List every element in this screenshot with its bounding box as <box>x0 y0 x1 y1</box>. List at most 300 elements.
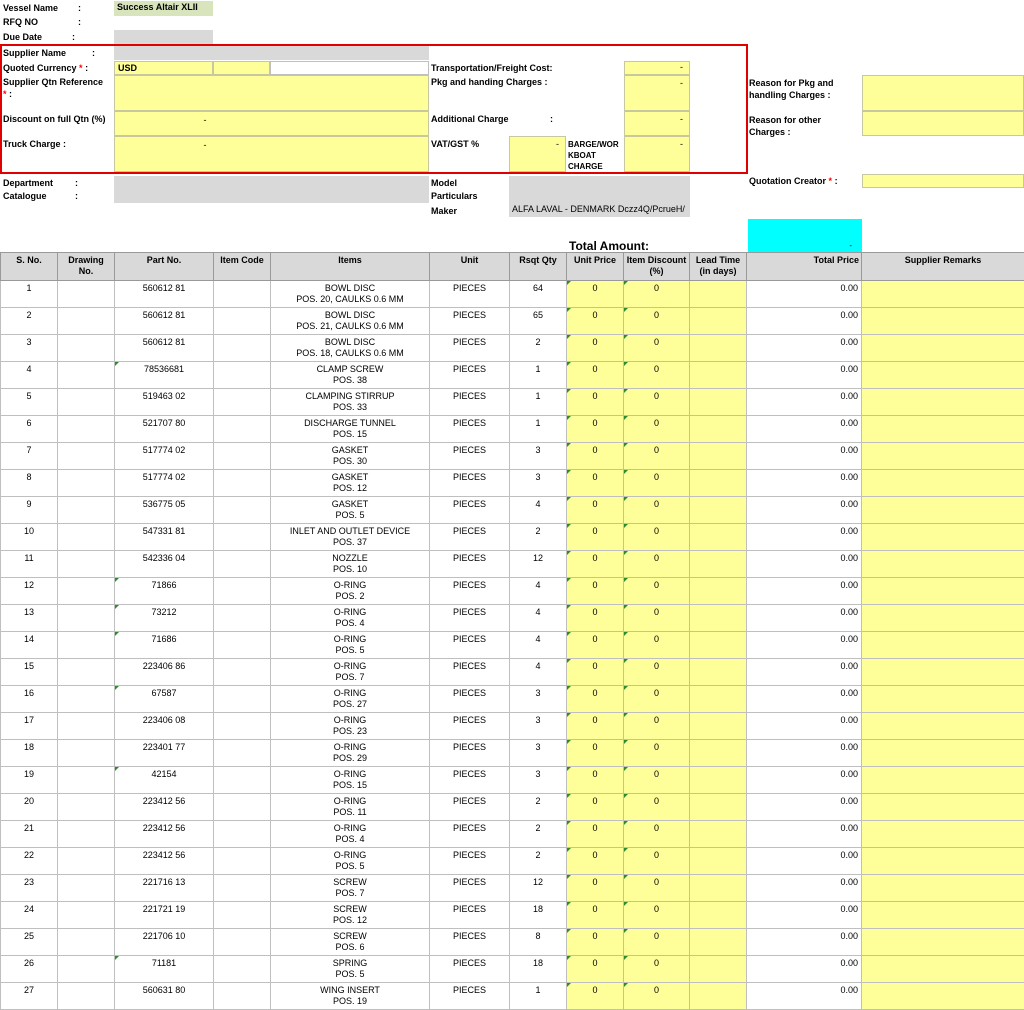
supplier-name-field[interactable] <box>114 46 429 60</box>
supplier-remarks-input[interactable] <box>862 632 1024 659</box>
col-header-unit-price[interactable]: Unit Price <box>567 253 624 281</box>
total-price-cell: 0.00 <box>747 659 862 686</box>
item-discount-input[interactable]: 0 <box>624 902 690 929</box>
item-discount-input[interactable]: 0 <box>624 794 690 821</box>
item-discount-input[interactable]: 0 <box>624 335 690 362</box>
supplier-remarks-input[interactable] <box>862 929 1024 956</box>
item-discount-input[interactable]: 0 <box>624 281 690 308</box>
table-row <box>1 605 1024 632</box>
part-no-cell: 78536681 <box>115 362 214 389</box>
item-cell <box>271 632 430 659</box>
item-position: POS. 5 <box>273 861 427 872</box>
lead-time-input[interactable] <box>690 578 747 605</box>
part-no-cell: 42154 <box>115 767 214 794</box>
item-name: SCREW <box>273 904 427 915</box>
total-price-cell: 0.00 <box>747 902 862 929</box>
lead-time-input[interactable] <box>690 902 747 929</box>
pkg-field[interactable]: - <box>624 75 690 111</box>
table-row <box>1 821 1024 848</box>
supplier-remarks-input[interactable] <box>862 875 1024 902</box>
item-code-cell[interactable] <box>214 848 271 875</box>
drawing-no-cell[interactable] <box>58 281 115 308</box>
item-position: POS. 5 <box>273 510 427 521</box>
unit-price-input[interactable]: 0 <box>567 470 624 497</box>
item-position: POS. 11 <box>273 807 427 818</box>
item-name: BOWL DISC <box>273 310 427 321</box>
maker-field[interactable]: ALFA LAVAL - DENMARK Dczz4Q/PcrueH/ <box>509 203 690 217</box>
supplier-remarks-input[interactable] <box>862 524 1024 551</box>
col-header-remarks[interactable]: Supplier Remarks <box>862 253 1024 281</box>
item-discount-input[interactable]: 0 <box>624 686 690 713</box>
item-name: GASKET <box>273 472 427 483</box>
drawing-no-cell[interactable] <box>58 308 115 335</box>
supplier-remarks-input[interactable] <box>862 551 1024 578</box>
drawing-no-cell[interactable] <box>58 389 115 416</box>
drawing-no-cell[interactable] <box>58 443 115 470</box>
additional-charge-label: Additional Charge <box>431 114 509 124</box>
unit-price-input[interactable]: 0 <box>567 875 624 902</box>
col-header-drawing[interactable]: Drawing No. <box>58 253 115 281</box>
lead-time-input[interactable] <box>690 605 747 632</box>
colon: : <box>72 32 75 42</box>
supplier-remarks-input[interactable] <box>862 497 1024 524</box>
lead-time-input[interactable] <box>690 794 747 821</box>
unit-cell: PIECES <box>430 632 510 659</box>
table-row <box>1 794 1024 821</box>
truck-charge-value: - <box>115 140 295 150</box>
item-code-cell[interactable] <box>214 740 271 767</box>
unit-price-input[interactable]: 0 <box>567 686 624 713</box>
item-code-cell[interactable] <box>214 659 271 686</box>
unit-cell: PIECES <box>430 497 510 524</box>
unit-price-input[interactable]: 0 <box>567 632 624 659</box>
qty-cell: 4 <box>510 605 567 632</box>
barge-field[interactable]: - <box>624 136 690 172</box>
item-discount-input[interactable]: 0 <box>624 416 690 443</box>
unit-price-input[interactable]: 0 <box>567 335 624 362</box>
quotation-creator-field[interactable] <box>862 174 1024 188</box>
item-code-cell[interactable] <box>214 956 271 983</box>
supplier-remarks-input[interactable] <box>862 983 1024 1010</box>
total-price-cell: 0.00 <box>747 578 862 605</box>
item-discount-input[interactable]: 0 <box>624 821 690 848</box>
unit-cell: PIECES <box>430 983 510 1010</box>
supplier-remarks-input[interactable] <box>862 470 1024 497</box>
lead-time-input[interactable] <box>690 821 747 848</box>
item-discount-input[interactable]: 0 <box>624 470 690 497</box>
unit-price-input[interactable]: 0 <box>567 713 624 740</box>
unit-price-input[interactable]: 0 <box>567 389 624 416</box>
drawing-no-cell[interactable] <box>58 551 115 578</box>
drawing-no-cell[interactable] <box>58 902 115 929</box>
total-price-cell: 0.00 <box>747 335 862 362</box>
pkg-label: Pkg and handing Charges : <box>431 77 548 87</box>
table-row <box>1 632 1024 659</box>
item-code-cell[interactable] <box>214 308 271 335</box>
supplier-remarks-input[interactable] <box>862 713 1024 740</box>
reason-pkg-field[interactable] <box>862 75 1024 111</box>
lead-time-input[interactable] <box>690 470 747 497</box>
col-header-sno[interactable]: S. No. <box>1 253 58 281</box>
unit-price-input[interactable]: 0 <box>567 902 624 929</box>
item-name: O-RING <box>273 769 427 780</box>
drawing-no-cell[interactable] <box>58 335 115 362</box>
supplier-remarks-input[interactable] <box>862 416 1024 443</box>
lead-time-input[interactable] <box>690 740 747 767</box>
lead-time-input[interactable] <box>690 281 747 308</box>
lead-time-input[interactable] <box>690 686 747 713</box>
table-row <box>1 740 1024 767</box>
item-cell <box>271 281 430 308</box>
item-cell <box>271 875 430 902</box>
supplier-remarks-input[interactable] <box>862 578 1024 605</box>
item-code-cell[interactable] <box>214 443 271 470</box>
supplier-remarks-input[interactable] <box>862 767 1024 794</box>
lead-time-input[interactable] <box>690 767 747 794</box>
item-code-cell[interactable] <box>214 551 271 578</box>
total-price-cell: 0.00 <box>747 524 862 551</box>
item-discount-input[interactable]: 0 <box>624 605 690 632</box>
item-discount-input[interactable]: 0 <box>624 713 690 740</box>
transport-field[interactable]: - <box>624 61 690 75</box>
drawing-no-cell[interactable] <box>58 956 115 983</box>
item-discount-input[interactable]: 0 <box>624 929 690 956</box>
unit-price-input[interactable]: 0 <box>567 929 624 956</box>
unit-price-input[interactable]: 0 <box>567 605 624 632</box>
item-code-cell[interactable] <box>214 389 271 416</box>
quoted-currency-field[interactable]: USD <box>114 61 213 75</box>
unit-price-input[interactable]: 0 <box>567 551 624 578</box>
currency-extra-field[interactable] <box>213 61 270 75</box>
sno-cell: 1 <box>1 281 58 308</box>
colon: : <box>92 48 95 58</box>
lead-time-input[interactable] <box>690 875 747 902</box>
truck-charge-label: Truck Charge : <box>3 139 66 149</box>
sno-cell: 16 <box>1 686 58 713</box>
item-cell <box>271 713 430 740</box>
drawing-no-cell[interactable] <box>58 740 115 767</box>
required-mark: * <box>79 63 83 73</box>
supplier-remarks-input[interactable] <box>862 308 1024 335</box>
item-discount-input[interactable]: 0 <box>624 767 690 794</box>
item-code-cell[interactable] <box>214 686 271 713</box>
col-header-items[interactable]: Items <box>271 253 430 281</box>
table-row <box>1 524 1024 551</box>
unit-price-input[interactable]: 0 <box>567 740 624 767</box>
table-row <box>1 335 1024 362</box>
item-code-cell[interactable] <box>214 362 271 389</box>
qty-cell: 12 <box>510 551 567 578</box>
unit-price-input[interactable]: 0 <box>567 524 624 551</box>
table-row <box>1 875 1024 902</box>
unit-price-input[interactable]: 0 <box>567 497 624 524</box>
item-discount-input[interactable]: 0 <box>624 497 690 524</box>
item-discount-input[interactable]: 0 <box>624 551 690 578</box>
qty-cell: 2 <box>510 821 567 848</box>
item-code-cell[interactable] <box>214 929 271 956</box>
drawing-no-cell[interactable] <box>58 524 115 551</box>
drawing-no-cell[interactable] <box>58 929 115 956</box>
item-discount-input[interactable]: 0 <box>624 578 690 605</box>
item-code-cell[interactable] <box>214 875 271 902</box>
supplier-remarks-input[interactable] <box>862 848 1024 875</box>
drawing-no-cell[interactable] <box>58 416 115 443</box>
supplier-name-label: Supplier Name <box>3 48 66 58</box>
department-field[interactable] <box>114 176 429 189</box>
sno-cell: 14 <box>1 632 58 659</box>
unit-price-input[interactable]: 0 <box>567 821 624 848</box>
drawing-no-cell[interactable] <box>58 713 115 740</box>
unit-cell: PIECES <box>430 740 510 767</box>
col-header-item-code[interactable]: Item Code <box>214 253 271 281</box>
lead-time-input[interactable] <box>690 524 747 551</box>
col-header-discount[interactable]: Item Discount (%) <box>624 253 690 281</box>
vessel-name-value[interactable]: Success Altair XLII <box>114 1 213 16</box>
item-cell <box>271 470 430 497</box>
table-row <box>1 902 1024 929</box>
item-discount-input[interactable]: 0 <box>624 524 690 551</box>
lead-time-input[interactable] <box>690 335 747 362</box>
table-row <box>1 362 1024 389</box>
colon: : <box>550 114 553 124</box>
particulars-label: Particulars <box>431 191 478 201</box>
item-code-cell[interactable] <box>214 821 271 848</box>
supplier-remarks-input[interactable] <box>862 902 1024 929</box>
supplier-remarks-input[interactable] <box>862 659 1024 686</box>
maker-label: Maker <box>431 206 457 216</box>
supplier-remarks-input[interactable] <box>862 362 1024 389</box>
supplier-remarks-input[interactable] <box>862 335 1024 362</box>
drawing-no-cell[interactable] <box>58 686 115 713</box>
col-header-total-price[interactable]: Total Price <box>747 253 862 281</box>
item-name: O-RING <box>273 688 427 699</box>
item-discount-input[interactable]: 0 <box>624 389 690 416</box>
item-discount-input[interactable]: 0 <box>624 632 690 659</box>
unit-price-input[interactable]: 0 <box>567 659 624 686</box>
item-code-cell[interactable] <box>214 605 271 632</box>
qty-cell: 3 <box>510 686 567 713</box>
lead-time-input[interactable] <box>690 551 747 578</box>
item-cell <box>271 956 430 983</box>
table-row <box>1 389 1024 416</box>
total-amount-field <box>748 219 862 252</box>
unit-price-input[interactable]: 0 <box>567 416 624 443</box>
colon: : <box>75 191 78 201</box>
unit-price-input[interactable]: 0 <box>567 767 624 794</box>
unit-price-input[interactable]: 0 <box>567 578 624 605</box>
lead-time-input[interactable] <box>690 308 747 335</box>
supplier-remarks-input[interactable] <box>862 794 1024 821</box>
catalogue-field[interactable] <box>114 189 429 203</box>
supplier-remarks-input[interactable] <box>862 740 1024 767</box>
lead-time-input[interactable] <box>690 416 747 443</box>
sno-cell: 27 <box>1 983 58 1010</box>
item-code-cell[interactable] <box>214 470 271 497</box>
item-cell <box>271 605 430 632</box>
item-code-cell[interactable] <box>214 983 271 1010</box>
unit-cell: PIECES <box>430 362 510 389</box>
item-code-cell[interactable] <box>214 794 271 821</box>
supplier-remarks-input[interactable] <box>862 605 1024 632</box>
col-header-qty[interactable]: Rsqt Qty <box>510 253 567 281</box>
item-cell <box>271 902 430 929</box>
unit-price-input[interactable]: 0 <box>567 983 624 1010</box>
drawing-no-cell[interactable] <box>58 605 115 632</box>
drawing-no-cell[interactable] <box>58 848 115 875</box>
part-no-cell: 519463 02 <box>115 389 214 416</box>
lead-time-input[interactable] <box>690 929 747 956</box>
drawing-no-cell[interactable] <box>58 767 115 794</box>
item-discount-input[interactable]: 0 <box>624 875 690 902</box>
supplier-remarks-input[interactable] <box>862 821 1024 848</box>
item-code-cell[interactable] <box>214 713 271 740</box>
drawing-no-cell[interactable] <box>58 821 115 848</box>
table-row <box>1 848 1024 875</box>
item-name: O-RING <box>273 850 427 861</box>
item-name: GASKET <box>273 499 427 510</box>
particulars-field[interactable] <box>509 189 690 203</box>
due-date-field[interactable] <box>114 30 213 44</box>
drawing-no-cell[interactable] <box>58 659 115 686</box>
supplier-qtn-ref-label: Supplier Qtn Reference <box>3 77 103 87</box>
unit-cell: PIECES <box>430 308 510 335</box>
lead-time-input[interactable] <box>690 713 747 740</box>
lead-time-input[interactable] <box>690 632 747 659</box>
item-discount-input[interactable]: 0 <box>624 740 690 767</box>
vat-field[interactable]: - <box>509 136 566 172</box>
table-row <box>1 470 1024 497</box>
drawing-no-cell[interactable] <box>58 794 115 821</box>
item-position: POS. 19 <box>273 996 427 1007</box>
part-no-cell: 560631 80 <box>115 983 214 1010</box>
item-discount-input[interactable]: 0 <box>624 362 690 389</box>
lead-time-input[interactable] <box>690 956 747 983</box>
sno-cell: 24 <box>1 902 58 929</box>
item-name: NOZZLE <box>273 553 427 564</box>
part-no-cell: 517774 02 <box>115 443 214 470</box>
drawing-no-cell[interactable] <box>58 875 115 902</box>
sno-cell: 5 <box>1 389 58 416</box>
item-discount-input[interactable]: 0 <box>624 983 690 1010</box>
transport-label: Transportation/Freight Cost: <box>431 63 553 73</box>
colon: : <box>75 178 78 188</box>
total-price-cell: 0.00 <box>747 416 862 443</box>
supplier-remarks-input[interactable] <box>862 443 1024 470</box>
sno-cell: 13 <box>1 605 58 632</box>
item-name: CLAMP SCREW <box>273 364 427 375</box>
qty-cell: 1 <box>510 416 567 443</box>
sno-cell: 21 <box>1 821 58 848</box>
drawing-no-cell[interactable] <box>58 497 115 524</box>
item-code-cell[interactable] <box>214 902 271 929</box>
drawing-no-cell[interactable] <box>58 578 115 605</box>
unit-cell: PIECES <box>430 659 510 686</box>
item-discount-input[interactable]: 0 <box>624 443 690 470</box>
lead-time-input[interactable] <box>690 983 747 1010</box>
lead-time-input[interactable] <box>690 659 747 686</box>
item-code-cell[interactable] <box>214 281 271 308</box>
item-discount-input[interactable]: 0 <box>624 956 690 983</box>
total-price-cell: 0.00 <box>747 821 862 848</box>
qty-cell: 8 <box>510 929 567 956</box>
item-discount-input[interactable]: 0 <box>624 308 690 335</box>
unit-price-input[interactable]: 0 <box>567 308 624 335</box>
item-code-cell[interactable] <box>214 767 271 794</box>
drawing-no-cell[interactable] <box>58 983 115 1010</box>
item-name: WING INSERT <box>273 985 427 996</box>
currency-rate-field[interactable] <box>270 61 429 75</box>
lead-time-input[interactable] <box>690 362 747 389</box>
supplier-qtn-ref-field[interactable] <box>114 75 429 111</box>
unit-price-input[interactable]: 0 <box>567 281 624 308</box>
item-code-cell[interactable] <box>214 578 271 605</box>
unit-price-input[interactable]: 0 <box>567 362 624 389</box>
item-discount-input[interactable]: 0 <box>624 659 690 686</box>
item-code-cell[interactable] <box>214 335 271 362</box>
total-price-cell: 0.00 <box>747 497 862 524</box>
part-no-cell: 517774 02 <box>115 470 214 497</box>
col-header-lead-time[interactable]: Lead Time (in days) <box>690 253 747 281</box>
drawing-no-cell[interactable] <box>58 632 115 659</box>
item-position: POS. 27 <box>273 699 427 710</box>
item-cell <box>271 794 430 821</box>
lead-time-input[interactable] <box>690 443 747 470</box>
item-code-cell[interactable] <box>214 416 271 443</box>
item-cell <box>271 686 430 713</box>
item-discount-input[interactable]: 0 <box>624 848 690 875</box>
total-price-cell: 0.00 <box>747 740 862 767</box>
drawing-no-cell[interactable] <box>58 362 115 389</box>
col-header-unit[interactable]: Unit <box>430 253 510 281</box>
supplier-remarks-input[interactable] <box>862 956 1024 983</box>
truck-charge-field[interactable] <box>114 136 429 172</box>
col-header-part[interactable]: Part No. <box>115 253 214 281</box>
qty-cell: 4 <box>510 497 567 524</box>
lead-time-input[interactable] <box>690 389 747 416</box>
item-code-cell[interactable] <box>214 524 271 551</box>
table-row <box>1 956 1024 983</box>
qty-cell: 3 <box>510 713 567 740</box>
unit-cell: PIECES <box>430 524 510 551</box>
part-no-cell: 73212 <box>115 605 214 632</box>
item-position: POS. 37 <box>273 537 427 548</box>
reason-other-field[interactable] <box>862 111 1024 136</box>
lead-time-input[interactable] <box>690 497 747 524</box>
drawing-no-cell[interactable] <box>58 470 115 497</box>
sno-cell: 3 <box>1 335 58 362</box>
unit-price-input[interactable]: 0 <box>567 956 624 983</box>
supplier-remarks-input[interactable] <box>862 686 1024 713</box>
unit-price-input[interactable]: 0 <box>567 443 624 470</box>
item-code-cell[interactable] <box>214 632 271 659</box>
item-code-cell[interactable] <box>214 497 271 524</box>
model-field[interactable] <box>509 176 690 189</box>
lead-time-input[interactable] <box>690 848 747 875</box>
unit-cell: PIECES <box>430 551 510 578</box>
unit-cell: PIECES <box>430 335 510 362</box>
unit-cell: PIECES <box>430 767 510 794</box>
supplier-remarks-input[interactable] <box>862 389 1024 416</box>
supplier-remarks-input[interactable] <box>862 281 1024 308</box>
discount-field[interactable] <box>114 111 429 136</box>
unit-cell: PIECES <box>430 929 510 956</box>
part-no-cell: 536775 05 <box>115 497 214 524</box>
item-name: CLAMPING STIRRUP <box>273 391 427 402</box>
additional-charge-field[interactable]: - <box>624 111 690 136</box>
unit-price-input[interactable]: 0 <box>567 794 624 821</box>
unit-price-input[interactable]: 0 <box>567 848 624 875</box>
item-position: POS. 7 <box>273 888 427 899</box>
